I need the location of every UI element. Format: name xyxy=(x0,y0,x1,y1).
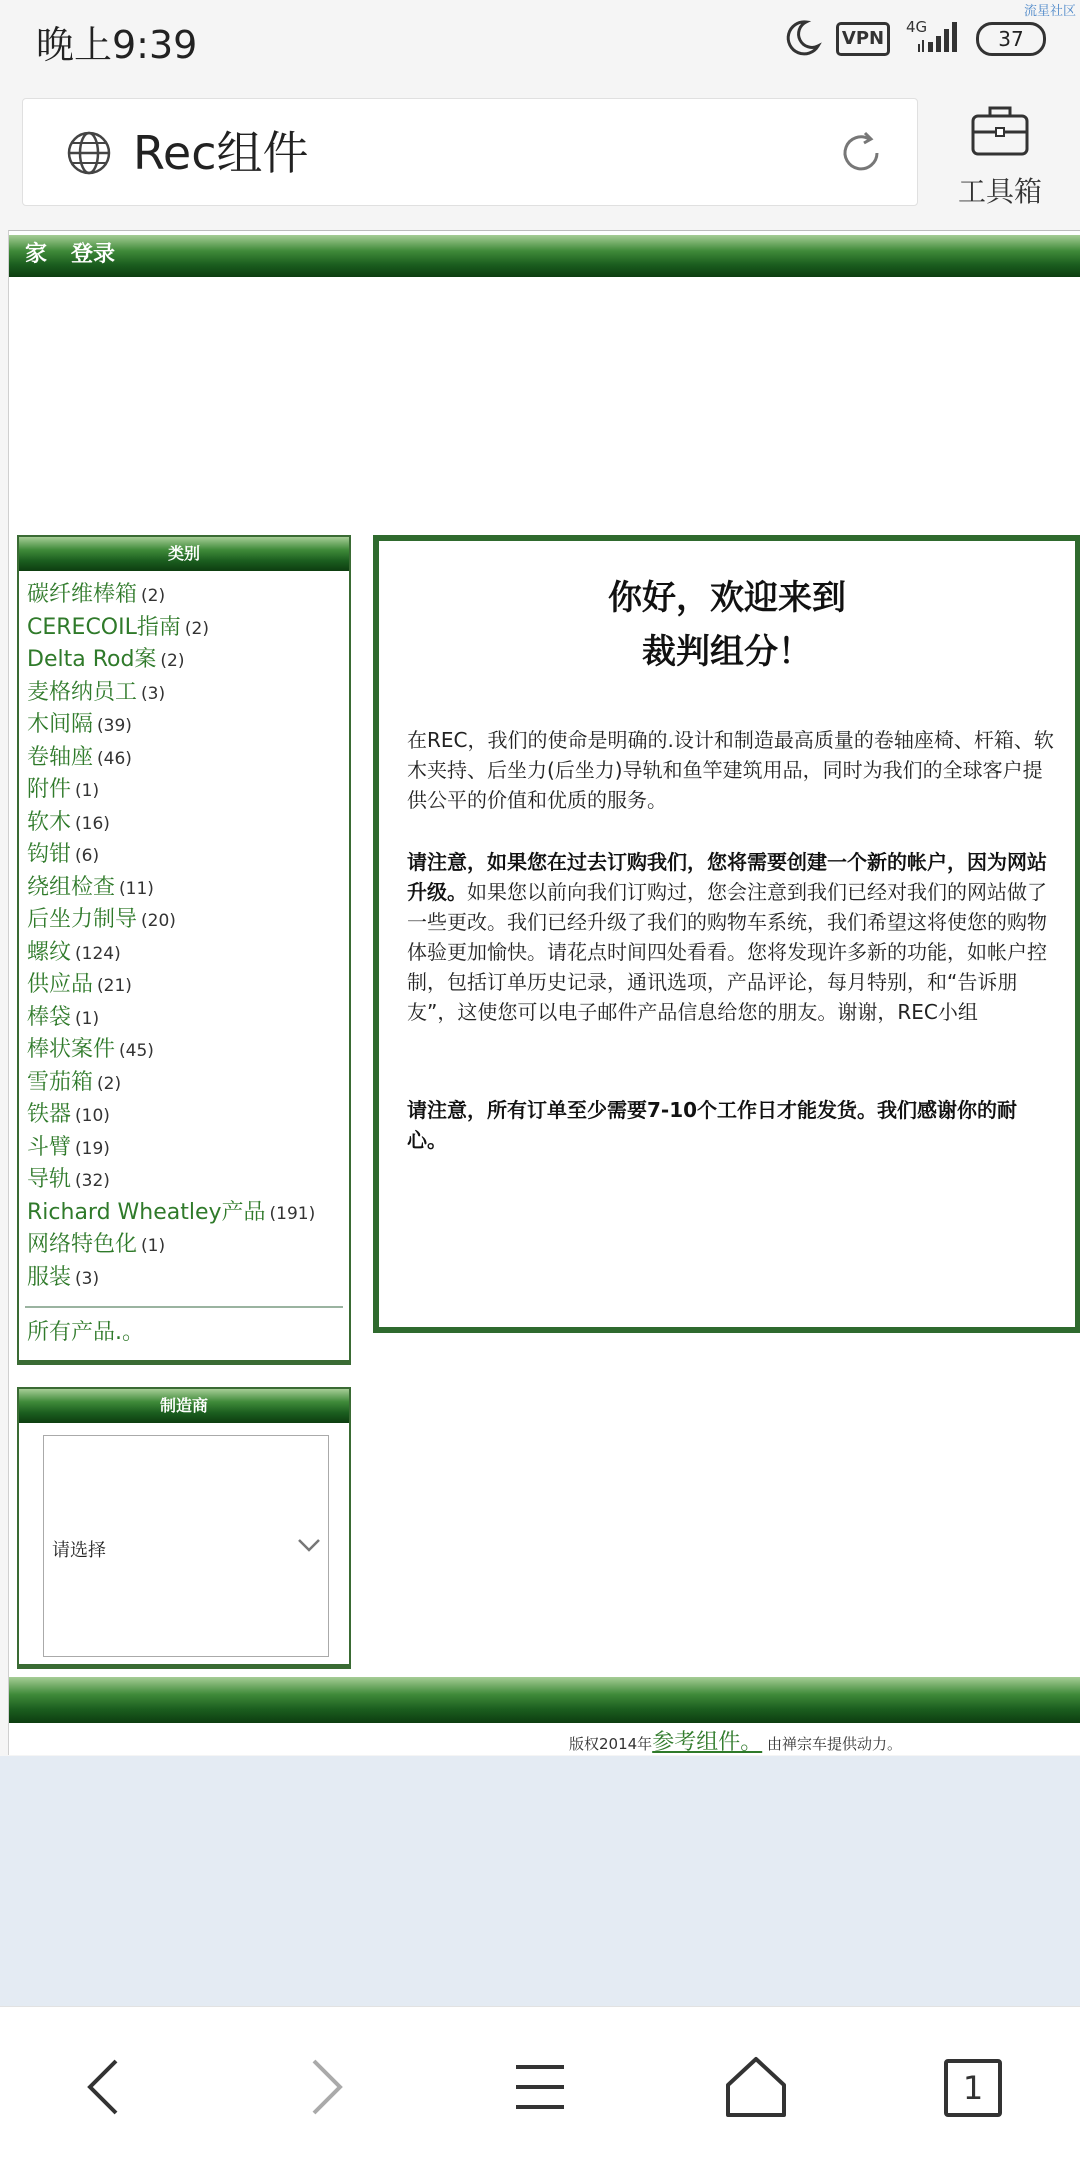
forward-icon[interactable] xyxy=(284,2047,364,2127)
category-count: (32) xyxy=(75,1171,110,1191)
category-item[interactable] xyxy=(27,872,349,905)
network-type: 4G xyxy=(906,18,928,36)
chevron-down-icon xyxy=(296,1534,322,1556)
category-count: (21) xyxy=(97,976,132,996)
category-count: (124) xyxy=(75,943,121,964)
category-link[interactable]: 卷轴座 xyxy=(27,744,94,770)
signal-icon xyxy=(914,18,962,52)
category-count: (19) xyxy=(75,1138,110,1159)
nav-home-link[interactable]: 家 xyxy=(25,242,48,267)
category-count: (3) xyxy=(75,1268,100,1289)
category-link[interactable]: 网络特色化 xyxy=(27,1232,138,1257)
category-link[interactable]: 服装 xyxy=(27,1264,72,1290)
category-item[interactable] xyxy=(27,1099,349,1132)
categories-box xyxy=(17,535,351,1365)
home-icon[interactable] xyxy=(716,2047,796,2127)
category-item[interactable] xyxy=(27,1034,349,1067)
page-background xyxy=(0,1756,1080,2006)
back-icon[interactable] xyxy=(68,2047,148,2127)
category-link[interactable]: CERECOIL指南 xyxy=(27,614,181,640)
category-count: (10) xyxy=(75,1106,110,1126)
footer-copyright xyxy=(569,1725,902,1756)
category-link[interactable]: 导轨 xyxy=(27,1167,72,1192)
status-time: 晚上9:39 xyxy=(36,23,198,67)
category-link[interactable]: 铁器 xyxy=(27,1102,72,1127)
welcome-box xyxy=(373,535,1080,1333)
category-count: (1) xyxy=(75,1008,100,1029)
footer-suffix: 由禅宗车提供动力。 xyxy=(766,1735,902,1753)
vpn-badge: VPN xyxy=(836,22,890,56)
category-item[interactable] xyxy=(27,677,349,710)
category-item[interactable] xyxy=(27,1002,349,1035)
category-link[interactable]: 雪茄箱 xyxy=(27,1069,94,1095)
category-count: (1) xyxy=(75,781,100,801)
divider xyxy=(25,1306,343,1308)
toolbox-button[interactable] xyxy=(940,98,1060,208)
globe-icon xyxy=(65,129,113,177)
footer-bar xyxy=(9,1677,1080,1723)
category-link[interactable]: 斗臂 xyxy=(27,1134,72,1160)
category-count: (191) xyxy=(269,1203,316,1224)
category-item[interactable] xyxy=(27,1197,349,1230)
category-link[interactable]: Delta Rod案 xyxy=(27,647,157,672)
web-page xyxy=(8,230,1080,1755)
category-link[interactable]: 供应品 xyxy=(27,972,94,997)
manufacturers-box xyxy=(17,1387,351,1669)
category-item[interactable] xyxy=(27,904,349,937)
toolbox-label: 工具箱 xyxy=(957,175,1042,208)
battery-indicator: 37 xyxy=(976,22,1046,56)
category-item[interactable] xyxy=(27,969,349,1002)
category-count: (11) xyxy=(119,878,154,899)
footer-prefix: 版权2014年 xyxy=(569,1735,653,1753)
category-count: (45) xyxy=(119,1041,154,1061)
category-count: (2) xyxy=(141,586,166,606)
category-link[interactable]: 软木 xyxy=(27,809,72,835)
category-link[interactable]: 附件 xyxy=(27,777,72,802)
all-products-link[interactable]: 所有产品.。 xyxy=(27,1320,144,1345)
upgrade-notice-text: 如果您以前向我们订购过，您会注意到我们已经对我们的网站做了一些更改。我们已经升级了我们的购物车系统，我们希望这将使您的购物体验更加愉快。请花点时间四处看看。您将发现许多新的功能，如帐户控制，包括订单历史记录，通讯选项，产品评论，每月特别，和“告诉朋友”，这使您可以电子邮件产品信息给您的朋友。谢谢，REC小组 xyxy=(407,880,1047,1024)
bottom-navigation xyxy=(0,2006,1080,2161)
address-bar[interactable] xyxy=(22,98,918,206)
category-link[interactable]: 棒状案件 xyxy=(27,1037,116,1062)
category-item[interactable] xyxy=(27,742,349,775)
category-count: (20) xyxy=(141,911,176,931)
category-count: (6) xyxy=(75,846,100,866)
category-link[interactable]: 钩钳 xyxy=(27,842,72,867)
reload-icon[interactable] xyxy=(835,127,887,179)
category-count: (3) xyxy=(141,683,166,704)
category-count: (2) xyxy=(160,651,185,671)
welcome-heading xyxy=(379,571,1075,679)
category-item[interactable] xyxy=(27,937,349,970)
category-item[interactable] xyxy=(27,612,349,645)
category-link[interactable]: Richard Wheatley产品 xyxy=(27,1199,266,1225)
moon-icon xyxy=(782,18,822,58)
category-item[interactable] xyxy=(27,1164,349,1197)
shipping-notice-bold: 请注意，所有订单至少需要7-10个工作日才能发货。我们感谢你的耐心。 xyxy=(407,1098,1018,1152)
category-item[interactable] xyxy=(27,839,349,872)
category-list xyxy=(19,571,349,1294)
categories-heading: 类别 xyxy=(19,537,349,571)
upgrade-notice xyxy=(407,847,1055,1027)
select-value: 请选择 xyxy=(52,1540,106,1561)
category-count: (1) xyxy=(141,1236,166,1256)
tabs-count: 1 xyxy=(944,2059,1002,2117)
menu-icon[interactable] xyxy=(500,2047,580,2127)
upgrade-notice-bold: 请注意，如果您在过去订购我们，您将需要创建一个新的帐户，因为网站升级。 xyxy=(407,850,1047,904)
category-link[interactable]: 棒袋 xyxy=(27,1004,72,1030)
category-link[interactable]: 木间隔 xyxy=(27,712,94,737)
nav-login-link[interactable]: 登录 xyxy=(71,242,116,267)
manufacturers-heading: 制造商 xyxy=(19,1389,349,1423)
category-link[interactable]: 后坐力制导 xyxy=(27,907,138,932)
category-count: (16) xyxy=(75,813,110,834)
category-count: (46) xyxy=(97,748,132,769)
category-item[interactable] xyxy=(27,807,349,840)
category-item[interactable] xyxy=(27,644,349,677)
manufacturer-select[interactable] xyxy=(43,1435,329,1657)
category-count: (2) xyxy=(97,1073,122,1094)
category-link[interactable]: 绕组检查 xyxy=(27,874,116,900)
mission-paragraph: 在REC，我们的使命是明确的.设计和制造最高质量的卷轴座椅、杆箱、软木夹持、后坐力(后坐力)导轨和鱼竿建筑用品，同时为我们的全球客户提供公平的价值和优质的服务。 xyxy=(407,728,1054,812)
status-bar xyxy=(0,0,1080,84)
category-item[interactable] xyxy=(27,1132,349,1165)
category-item[interactable] xyxy=(27,1067,349,1100)
page-title[interactable]: Rec组件 xyxy=(133,126,309,180)
category-link[interactable]: 碳纤维棒箱 xyxy=(27,582,138,607)
toolbox-icon xyxy=(970,102,1030,158)
welcome-line-1: 你好，欢迎来到 xyxy=(608,578,846,618)
category-count: (2) xyxy=(184,618,209,639)
category-item[interactable] xyxy=(27,1229,349,1262)
category-item[interactable] xyxy=(27,1262,349,1295)
category-link[interactable]: 螺纹 xyxy=(27,939,72,965)
footer-link[interactable]: 参考组件。 xyxy=(652,1730,763,1755)
tabs-button[interactable] xyxy=(932,2047,1012,2127)
shipping-notice xyxy=(407,1095,1055,1155)
category-link[interactable]: 麦格纳员工 xyxy=(27,679,138,705)
category-count: (39) xyxy=(97,716,132,736)
welcome-line-2: 裁判组分！ xyxy=(642,632,812,672)
category-item[interactable] xyxy=(27,579,349,612)
category-item[interactable] xyxy=(27,774,349,807)
category-item[interactable] xyxy=(27,709,349,742)
corner-tag: 流星社区 xyxy=(1023,4,1076,19)
top-nav xyxy=(9,235,1080,277)
